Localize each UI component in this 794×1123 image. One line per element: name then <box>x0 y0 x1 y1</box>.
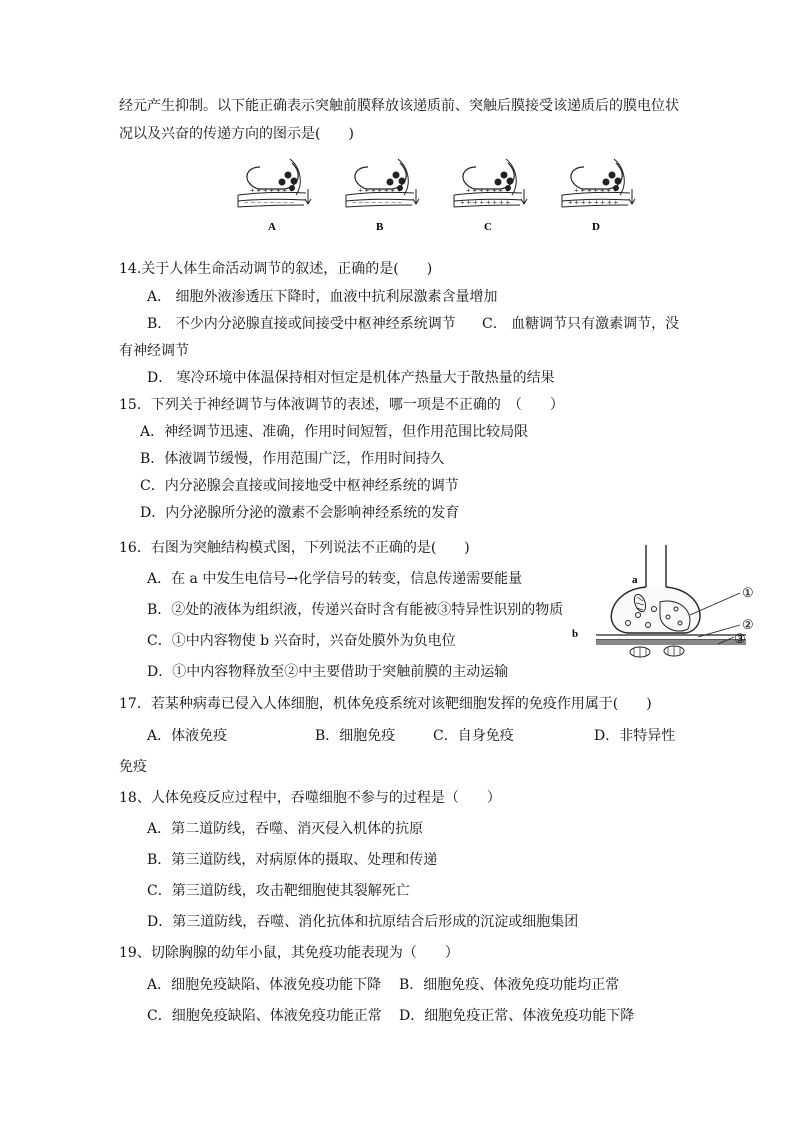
q13-text-line1: 经元产生抑制。以下能正确表示突触前膜释放该递质前、突触后膜接受该递质后的膜电位状 <box>119 98 679 114</box>
q18-option-c: C．第三道防线，攻击靶细胞使其裂解死亡 <box>147 883 410 899</box>
fig16-label-2: ② <box>742 617 754 632</box>
svg-text:+ + + + + + +: + + + + + + + <box>466 186 510 195</box>
fig16-label-b: b <box>572 628 579 640</box>
q13-synapse-figure <box>230 155 640 240</box>
q14-option-d: D． 寒冷环境中体温保持相对恒定是机体产热量大于散热量的结果 <box>147 370 555 386</box>
svg-text:+ + + + + + + +: + + + + + + + + <box>460 198 511 207</box>
svg-text:+ + + + + + +: + + + + + + + <box>358 186 402 195</box>
svg-text:− − − − − − − −: − − − − − − − − <box>244 198 295 207</box>
q17-option-b: B．细胞免疫 <box>315 728 396 744</box>
svg-text:+ + + + + + +: + + + + + + + <box>250 186 294 195</box>
q16-synapse-figure <box>568 545 768 660</box>
q18-option-d: D．第三道防线，吞噬、消化抗体和抗原结合后形成的沉淀或细胞集团 <box>147 914 579 930</box>
q17-option-d-cont: 免疫 <box>119 759 147 775</box>
q17-option-d: D．非特异性 <box>594 728 676 744</box>
q19-option-b: B．细胞免疫、体液免疫功能均正常 <box>399 977 620 993</box>
fig16-label-1: ① <box>742 585 754 600</box>
q16-stem: 16．右图为突触结构模式图，下列说法不正确的是( ) <box>119 540 470 556</box>
q15-option-b: B．体液调节缓慢，作用范围广泛，作用时间持久 <box>140 451 445 467</box>
q19-option-a: A．细胞免疫缺陷、体液免疫功能下降 <box>147 977 382 993</box>
q18-option-a: A．第二道防线，吞噬、消灭侵入机体的抗原 <box>147 821 424 837</box>
q19-option-c: C．细胞免疫缺陷、体液免疫功能正常 <box>147 1008 382 1024</box>
q17-stem: 17．若某种病毒已侵入人体细胞，机体免疫系统对该靶细胞发挥的免疫作用属于( ) <box>119 696 652 712</box>
q14-stem: 14.关于人体生命活动调节的叙述，正确的是( ) <box>119 261 433 277</box>
q19-option-d: D．细胞免疫正常、体液免疫功能下降 <box>399 1008 635 1024</box>
q16-option-d: D．①中内容物释放至②中主要借助于突触前膜的主动运输 <box>147 664 509 680</box>
q14-option-c: C． 血糖调节只有激素调节，没 <box>482 316 680 332</box>
fig-label-a: A <box>268 221 276 233</box>
q15-option-a: A．神经调节迅速、准确，作用时间短暂，但作用范围比较局限 <box>140 424 529 440</box>
fig-label-b: B <box>376 221 384 233</box>
q17-option-a: A．体液免疫 <box>147 728 228 744</box>
q15-stem: 15．下列关于神经调节与体液调节的表述，哪一项是不正确的 （ ） <box>119 397 564 413</box>
q16-option-a: A．在 a 中发生电信号→化学信号的转变，信息传递需要能量 <box>147 571 523 587</box>
svg-text:+ + + + + + +: + + + + + + + <box>574 186 618 195</box>
fig16-label-3: ③ <box>734 631 746 646</box>
fig-label-c: C <box>484 221 492 233</box>
q18-stem: 18、人体免疫反应过程中，吞噬细胞不参与的过程是（ ） <box>119 790 501 806</box>
q13-text-line2: 况以及兴奋的传递方向的图示是( ) <box>119 126 354 142</box>
q15-option-d: D．内分泌腺所分泌的激素不会影响神经系统的发育 <box>140 505 460 521</box>
q16-option-c: C．①中内容物使 b 兴奋时，兴奋处膜外为负电位 <box>147 633 456 649</box>
svg-text:− − − − − − − −: − − − − − − − − <box>352 198 403 207</box>
svg-text:+ + + + + + + +: + + + + + + + + <box>568 198 619 207</box>
q15-option-c: C．内分泌腺会直接或间接地受中枢神经系统的调节 <box>140 478 459 494</box>
q14-option-a: A． 细胞外液渗透压下降时，血液中抗利尿激素含量增加 <box>147 289 498 305</box>
fig-label-d: D <box>592 221 600 233</box>
q16-option-b: B．②处的液体为组织液，传递兴奋时含有能被③特异性识别的物质 <box>147 602 564 618</box>
q17-option-c: C．自身免疫 <box>433 728 514 744</box>
q14-option-c-cont: 有神经调节 <box>119 343 189 359</box>
q18-option-b: B．第三道防线，对病原体的摄取、处理和传递 <box>147 852 438 868</box>
fig16-label-a: a <box>632 574 638 586</box>
q14-option-b: B． 不少内分泌腺直接或间接受中枢神经系统调节 <box>147 316 456 332</box>
q19-stem: 19、切除胸腺的幼年小鼠，其免疫功能表现为（ ） <box>119 945 459 961</box>
